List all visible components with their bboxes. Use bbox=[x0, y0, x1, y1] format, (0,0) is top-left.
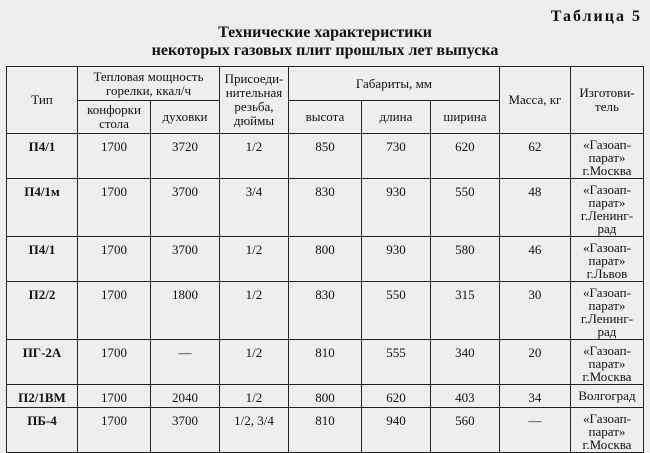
maker-line: г.Москва bbox=[582, 163, 632, 178]
cell-length: 930 bbox=[361, 179, 430, 237]
cell-length: 930 bbox=[361, 237, 430, 282]
page-title bbox=[0, 24, 650, 60]
cell-height: 800 bbox=[288, 237, 361, 282]
maker-line: парат» bbox=[588, 356, 626, 371]
cell-height: 830 bbox=[288, 179, 361, 237]
table-row bbox=[7, 340, 644, 385]
cell-power-table: 1700 bbox=[78, 179, 151, 237]
cell-length: 940 bbox=[361, 408, 430, 453]
maker-line: «Газоап- bbox=[583, 137, 631, 152]
cell-height: 810 bbox=[288, 408, 361, 453]
cell-mass: 20 bbox=[499, 340, 570, 385]
maker-line: парат» bbox=[588, 150, 626, 165]
cell-height: 810 bbox=[288, 340, 361, 385]
table-row bbox=[7, 179, 644, 237]
cell-type: ПГ-2А bbox=[7, 340, 78, 385]
cell-maker bbox=[570, 134, 643, 179]
maker-line: рад bbox=[597, 324, 617, 339]
maker-line: «Газоап- bbox=[583, 285, 631, 300]
maker-line: парат» bbox=[588, 253, 626, 268]
cell-power-table: 1700 bbox=[78, 385, 151, 408]
cell-power-oven: 3700 bbox=[151, 179, 220, 237]
cell-thread: 1/2, 3/4 bbox=[219, 408, 288, 453]
cell-power-table: 1700 bbox=[78, 282, 151, 340]
cell-power-oven: — bbox=[151, 340, 220, 385]
maker-line: Волгоград bbox=[578, 388, 636, 403]
cell-maker bbox=[570, 282, 643, 340]
maker-line: парат» bbox=[588, 424, 626, 439]
cell-type: П4/1 bbox=[7, 237, 78, 282]
header-type: Тип bbox=[7, 67, 78, 134]
cell-width: 315 bbox=[430, 282, 499, 340]
table-row bbox=[7, 134, 644, 179]
header-power-table: конфорки стола bbox=[78, 101, 151, 134]
cell-height: 850 bbox=[288, 134, 361, 179]
header-thread: Присоеди-нительная резьба, дюймы bbox=[219, 67, 288, 134]
cell-power-oven: 2040 bbox=[151, 385, 220, 408]
cell-power-table: 1700 bbox=[78, 408, 151, 453]
header-dimensions: Габариты, мм bbox=[288, 67, 499, 101]
maker-line: г.Ленинг- bbox=[580, 311, 634, 326]
maker-line: «Газоап- bbox=[583, 182, 631, 197]
cell-maker bbox=[570, 179, 643, 237]
header-mass: Масса, кг bbox=[499, 67, 570, 134]
title-line-2: некоторых газовых плит прошлых лет выпуска bbox=[151, 42, 499, 59]
cell-length: 730 bbox=[361, 134, 430, 179]
cell-thread: 1/2 bbox=[219, 385, 288, 408]
cell-type: ПБ-4 bbox=[7, 408, 78, 453]
header-length: длина bbox=[361, 101, 430, 134]
maker-line: г.Москва bbox=[582, 369, 632, 384]
cell-thread: 1/2 bbox=[219, 237, 288, 282]
cell-power-oven: 3700 bbox=[151, 408, 220, 453]
cell-type: П2/2 bbox=[7, 282, 78, 340]
cell-thread: 1/2 bbox=[219, 134, 288, 179]
header-power: Тепловая мощность горелки, ккал/ч bbox=[78, 67, 220, 101]
maker-line: парат» bbox=[588, 195, 626, 210]
maker-line: рад bbox=[597, 221, 617, 236]
table-number-label: Таблица 5 bbox=[550, 8, 642, 25]
cell-height: 800 bbox=[288, 385, 361, 408]
header-maker: Изготови-тель bbox=[570, 67, 643, 134]
cell-length: 555 bbox=[361, 340, 430, 385]
cell-mass: 30 bbox=[499, 282, 570, 340]
table-row bbox=[7, 282, 644, 340]
cell-width: 560 bbox=[430, 408, 499, 453]
cell-mass: 62 bbox=[499, 134, 570, 179]
table-body bbox=[7, 134, 644, 453]
maker-line: г.Львов bbox=[586, 266, 628, 281]
cell-width: 620 bbox=[430, 134, 499, 179]
header-power-oven: духовки bbox=[151, 101, 220, 134]
cell-power-table: 1700 bbox=[78, 134, 151, 179]
maker-line: «Газоап- bbox=[583, 240, 631, 255]
cell-height: 830 bbox=[288, 282, 361, 340]
maker-line: г.Ленинг- bbox=[580, 208, 634, 223]
cell-width: 403 bbox=[430, 385, 499, 408]
maker-line: г.Москва bbox=[582, 437, 632, 452]
table-row bbox=[7, 237, 644, 282]
header-width: ширина bbox=[430, 101, 499, 134]
cell-mass: 48 bbox=[499, 179, 570, 237]
cell-maker bbox=[570, 385, 643, 408]
cell-thread: 1/2 bbox=[219, 282, 288, 340]
title-line-1: Технические характеристики bbox=[218, 24, 432, 41]
cell-mass: — bbox=[499, 408, 570, 453]
gas-stoves-table bbox=[6, 66, 644, 453]
cell-length: 550 bbox=[361, 282, 430, 340]
cell-maker bbox=[570, 237, 643, 282]
cell-width: 580 bbox=[430, 237, 499, 282]
cell-power-oven: 3700 bbox=[151, 237, 220, 282]
cell-mass: 46 bbox=[499, 237, 570, 282]
cell-power-oven: 3720 bbox=[151, 134, 220, 179]
maker-line: «Газоап- bbox=[583, 411, 631, 426]
maker-line: «Газоап- bbox=[583, 343, 631, 358]
cell-width: 550 bbox=[430, 179, 499, 237]
cell-mass: 34 bbox=[499, 385, 570, 408]
cell-maker bbox=[570, 340, 643, 385]
maker-line: парат» bbox=[588, 298, 626, 313]
cell-type: П2/1ВМ bbox=[7, 385, 78, 408]
cell-type: П4/1м bbox=[7, 179, 78, 237]
cell-power-table: 1700 bbox=[78, 237, 151, 282]
cell-thread: 1/2 bbox=[219, 340, 288, 385]
table-row bbox=[7, 385, 644, 408]
cell-length: 620 bbox=[361, 385, 430, 408]
header-height: высота bbox=[288, 101, 361, 134]
cell-width: 340 bbox=[430, 340, 499, 385]
cell-thread: 3/4 bbox=[219, 179, 288, 237]
cell-type: П4/1 bbox=[7, 134, 78, 179]
cell-power-oven: 1800 bbox=[151, 282, 220, 340]
cell-power-table: 1700 bbox=[78, 340, 151, 385]
